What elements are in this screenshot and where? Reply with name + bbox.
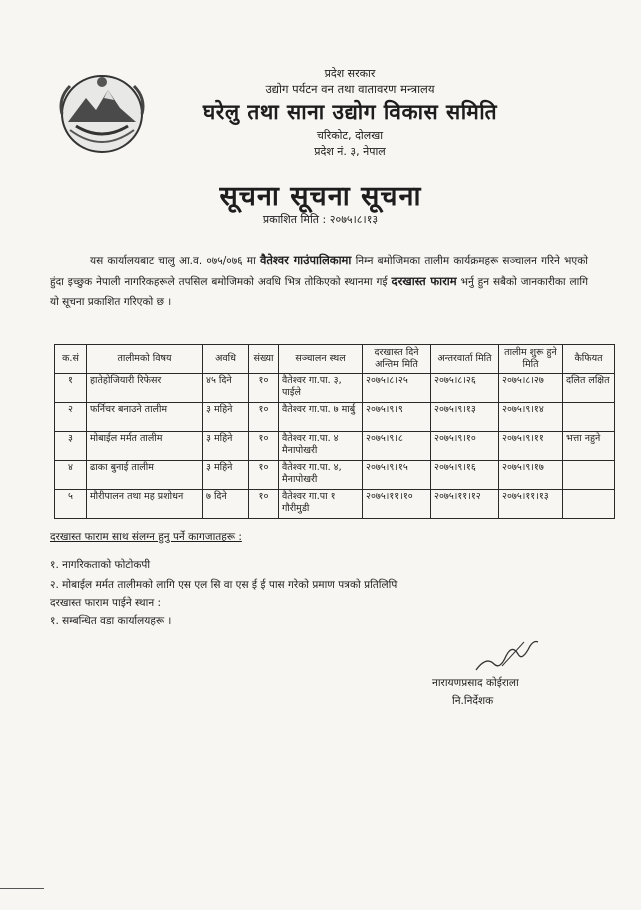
cell-sn: ४ <box>55 461 87 490</box>
divider <box>0 888 44 889</box>
cell-sn: ५ <box>55 490 87 519</box>
municipality-name: वैतेश्वर गाउंपालिकामा <box>259 253 352 267</box>
signatory-title: नि.निर्देशक <box>452 695 494 707</box>
cell-remarks <box>563 403 615 432</box>
committee-name: घरेलु तथा साना उद्योग विकास समिति <box>202 100 498 124</box>
cell-subject: हातेहोजियारी रिफेसर <box>87 374 203 403</box>
cell-venue: वैतेश्वर गा.पा. ४, मैनापोखरी <box>279 461 363 490</box>
published-date: प्रकाशित मिति : २०७५।८।१३ <box>262 213 379 226</box>
notice-paragraph <box>50 250 588 312</box>
cell-interview: २०७५।९।१० <box>431 432 499 461</box>
cell-start: २०७५।९।११ <box>499 432 563 461</box>
requirement-item: १. नागरिकताको फोटोकपी <box>50 559 151 571</box>
col-header-deadline: दरखास्त दिने अन्तिम मिति <box>363 345 431 374</box>
table-row <box>55 403 615 432</box>
ministry-name: उद्योग पर्यटन वन तथा वातावरण मन्त्रालय <box>265 82 435 96</box>
para-text-before: यस कार्यालयबाट चालु आ.व. ०७५/०७६ मा <box>90 255 256 267</box>
cell-venue: वैतेश्वर गा.पा. ४ मैनापोखरी <box>279 432 363 461</box>
training-table <box>54 344 615 519</box>
province-name: प्रदेश नं. ३, नेपाल <box>314 145 386 158</box>
cell-sn: १ <box>55 374 87 403</box>
cell-subject: मोबाईल मर्मत तालीम <box>87 432 203 461</box>
requirement-item: २. मोबाईल मर्मत तालीमको लागि एस एल सि वा एस ई ई पास गरेको प्रमाण पत्रको प्रतिलिपि <box>50 579 398 591</box>
cell-count: १० <box>249 490 279 519</box>
cell-start: २०७५।९।१७ <box>499 461 563 490</box>
cell-interview: २०७५।९।१३ <box>431 403 499 432</box>
cell-interview: २०७५।११।१२ <box>431 490 499 519</box>
para-text-middle: निम्न बमोजिमका तालीम कार्यक्रमहरू सञ्चालन गरिने भएको हुंदा इच्छुक नेपाली नागरिकहरूले तपसिल बमोजिमको अवधि भित्र तोकिएको स्थानमा गई <box>50 255 588 288</box>
col-header-sn: क.सं <box>55 345 87 374</box>
table-header-row <box>55 345 615 374</box>
handwritten-signature <box>472 636 542 676</box>
col-header-venue: सञ्चालन स्थल <box>279 345 363 374</box>
signatory-name: नारायणप्रसाद कोईराला <box>432 677 519 689</box>
cell-duration: ४५ दिने <box>203 374 249 403</box>
table-row <box>55 432 615 461</box>
form-phrase: दरखास्त फाराम <box>391 274 457 288</box>
col-header-start: तालीम शुरू हुने मिति <box>499 345 563 374</box>
cell-venue: वैतेश्वर गा.पा. ७ मार्बु <box>279 403 363 432</box>
col-header-interview: अन्तरवार्ता मिति <box>431 345 499 374</box>
cell-duration: ३ महिने <box>203 461 249 490</box>
table-row <box>55 461 615 490</box>
cell-remarks <box>563 490 615 519</box>
cell-start: २०७५।९।१४ <box>499 403 563 432</box>
requirements-heading: दरखास्त फाराम साथ संलग्न हुनु पर्ने कागजातहरू : <box>50 531 242 543</box>
col-header-duration: अवधि <box>203 345 249 374</box>
cell-deadline: २०७५।८।२५ <box>363 374 431 403</box>
cell-deadline: २०७५।९।१५ <box>363 461 431 490</box>
cell-sn: २ <box>55 403 87 432</box>
cell-start: २०७५।८।२७ <box>499 374 563 403</box>
cell-subject: फर्निचर बनाउने तालीम <box>87 403 203 432</box>
government-name: प्रदेश सरकार <box>324 67 376 80</box>
cell-count: १० <box>249 461 279 490</box>
form-place-heading: दरखास्त फाराम पाईने स्थान : <box>50 597 162 609</box>
cell-count: १० <box>249 374 279 403</box>
cell-deadline: २०७५।९।८ <box>363 432 431 461</box>
cell-count: १० <box>249 403 279 432</box>
cell-interview: २०७५।९।१६ <box>431 461 499 490</box>
form-place-item: १. सम्बन्धित वडा कार्यालयहरू । <box>50 615 172 627</box>
table-row <box>55 490 615 519</box>
cell-deadline: २०७५।९।९ <box>363 403 431 432</box>
cell-remarks <box>563 461 615 490</box>
cell-duration: ७ दिने <box>203 490 249 519</box>
col-header-count: संख्या <box>249 345 279 374</box>
cell-venue: वैतेश्वर गा.पा १ गौरीमुडी <box>279 490 363 519</box>
para-text-after: भर्नु हुन सबैको जानकारीका लागि यो सूचना प्रकाशित गरिएको छ । <box>50 276 588 308</box>
cell-remarks: भत्ता नहुने <box>563 432 615 461</box>
cell-deadline: २०७५।११।१० <box>363 490 431 519</box>
cell-interview: २०७५।८।२६ <box>431 374 499 403</box>
table-row <box>55 374 615 403</box>
cell-venue: वैतेश्वर गा.पा. ३, पाईले <box>279 374 363 403</box>
col-header-remarks: कैफियत <box>563 345 615 374</box>
cell-start: २०७५।११।१३ <box>499 490 563 519</box>
cell-subject: मौरीपालन तथा मह प्रशोधन <box>87 490 203 519</box>
cell-count: १० <box>249 432 279 461</box>
notice-title: सूचना सूचना सूचना <box>219 181 422 212</box>
office-place: चरिकोट, दोलखा <box>316 129 384 142</box>
nepal-emblem-icon <box>56 68 148 156</box>
cell-duration: ३ महिने <box>203 403 249 432</box>
cell-subject: ढाका बुनाई तालीम <box>87 461 203 490</box>
cell-sn: ३ <box>55 432 87 461</box>
cell-duration: ३ महिने <box>203 432 249 461</box>
col-header-subject: तालीमको विषय <box>87 345 203 374</box>
cell-remarks: दलित लक्षित <box>563 374 615 403</box>
